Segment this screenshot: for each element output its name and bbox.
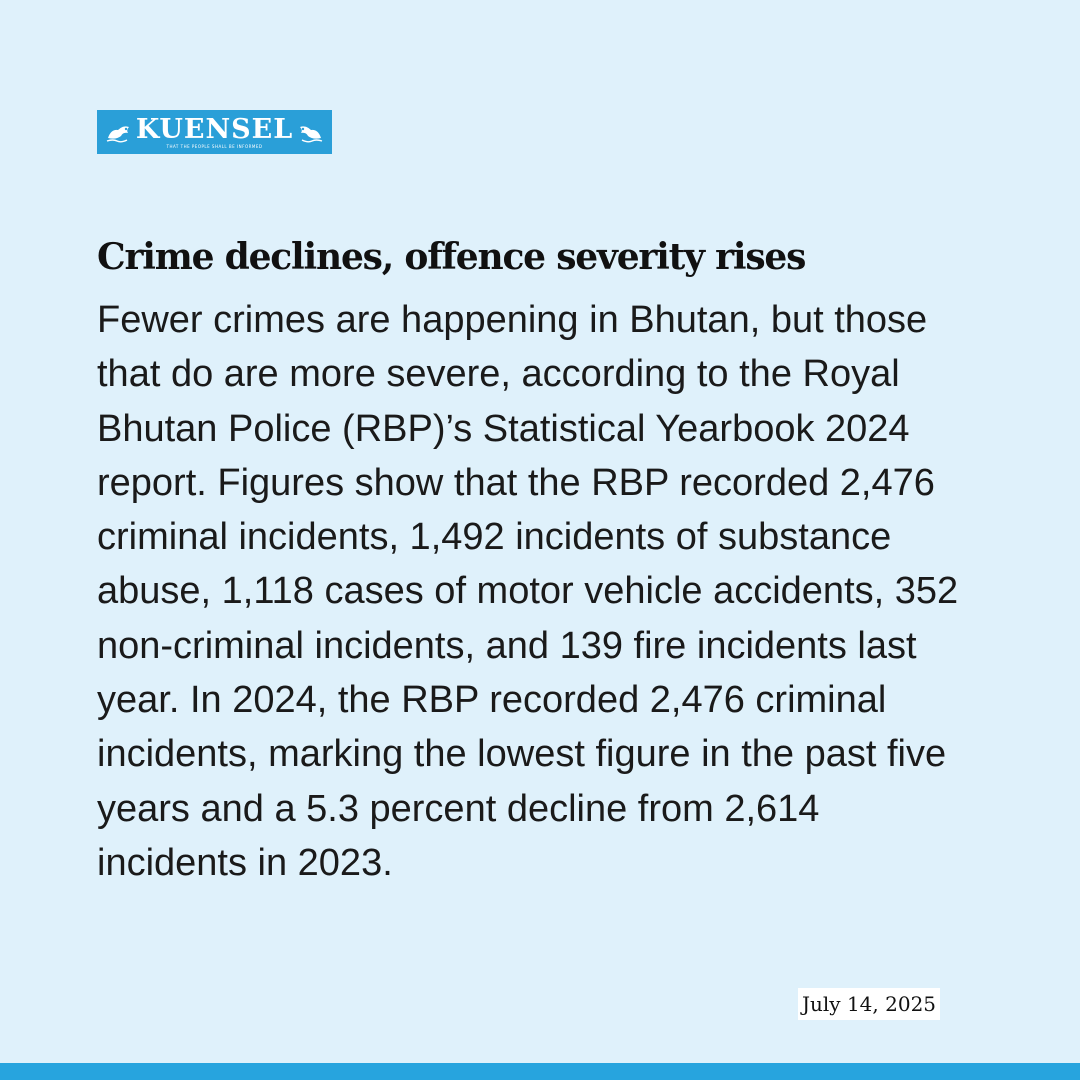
bottom-accent-bar	[0, 1063, 1080, 1080]
logo-wordmark: KUENSEL	[135, 113, 294, 145]
article-body: Fewer crimes are happening in Bhutan, but those that do are more severe, according to the Royal Bhutan Police (RBP)’s Statistical Yearbook 2024 report. Figures show that the RBP recorded 2,476 criminal incidents, 1,492 incidents of substance abuse, 1,118 cases of motor vehicle accidents, 352 non-criminal incidents, and 139 fire incidents last year. In 2024, the RBP recorded 2,476 criminal incidents, marking the lowest figure in the past five years and a 5.3 percent decline from 2,614 incidents in 2023.	[97, 299, 959, 884]
article-headline: Crime declines, offence severity rises	[97, 236, 806, 278]
kuensel-logo	[97, 110, 332, 154]
logo-tagline: THAT THE PEOPLE SHALL BE INFORMED	[166, 143, 263, 149]
publish-date: July 14, 2025	[798, 988, 940, 1020]
logo-text	[135, 113, 294, 149]
dragon-ornament-icon	[296, 121, 324, 143]
dragon-ornament-icon	[105, 121, 133, 143]
